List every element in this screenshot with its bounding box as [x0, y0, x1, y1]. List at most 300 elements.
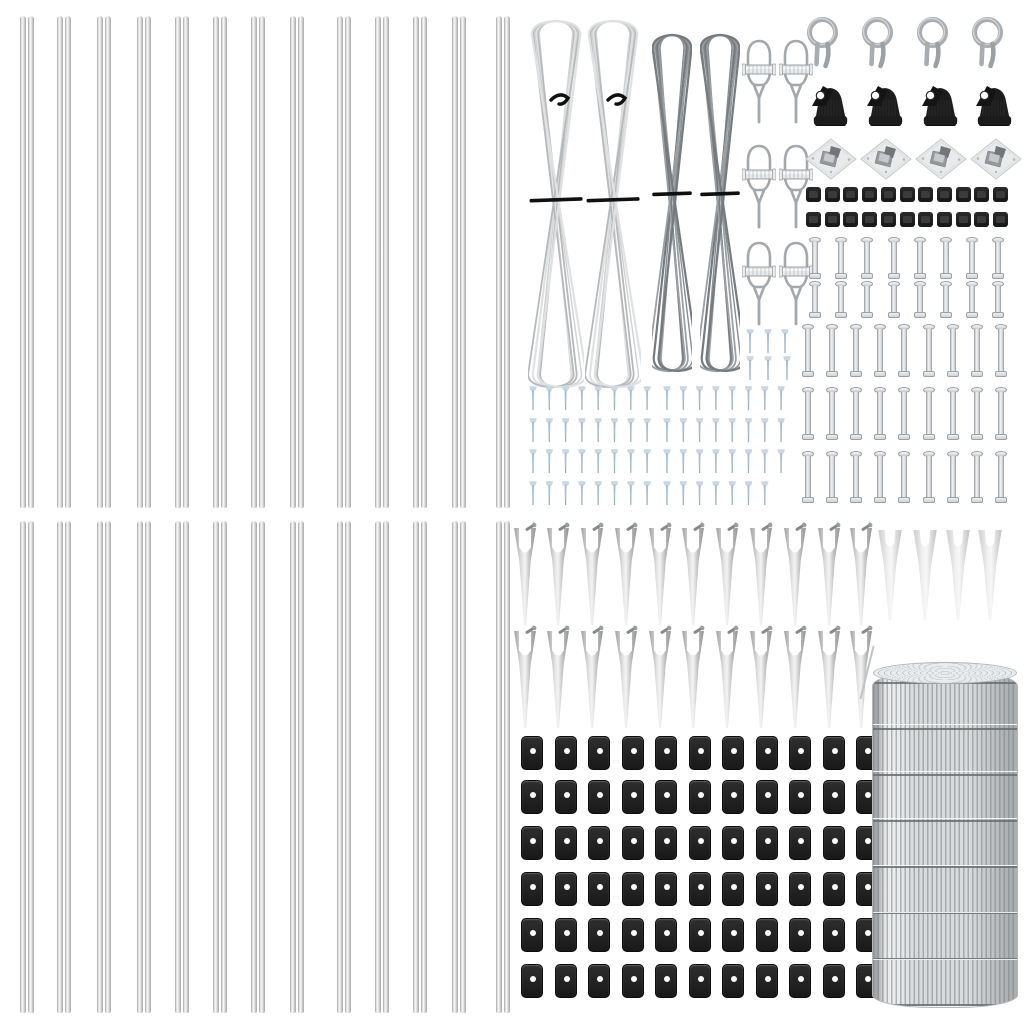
spike-screw: [558, 524, 568, 532]
post-pair: [496, 521, 510, 1013]
ground-spike: [782, 631, 808, 728]
square-cap-inner: [828, 191, 837, 198]
mesh-clip: [689, 964, 711, 998]
square-cap-inner: [996, 191, 1005, 198]
bolt-head: [835, 237, 847, 243]
post-pair: [213, 521, 227, 1013]
screw: [578, 449, 586, 473]
bolt-with-nut: [801, 451, 815, 503]
screw: [545, 449, 553, 473]
post-pair: [213, 16, 227, 508]
mesh-clip: [823, 826, 845, 860]
spike-screw: [693, 627, 703, 635]
black-square-cap: [937, 187, 952, 202]
spike-body: [848, 631, 874, 728]
spike-screw: [626, 627, 636, 635]
bolt-with-nut: [825, 451, 839, 503]
ground-spike-light: [877, 530, 903, 620]
black-square-cap: [956, 212, 971, 227]
bolt-with-nut: [946, 387, 960, 440]
spike-body: [714, 631, 740, 728]
clip-hole: [530, 884, 536, 890]
steel-post: [137, 16, 143, 508]
clip-hole: [631, 792, 637, 798]
hook-clip-art: [861, 15, 894, 77]
bolt-shaft: [974, 329, 980, 372]
bolt-shaft: [853, 329, 859, 372]
wire-tensioner-art: [779, 38, 813, 126]
steel-post: [97, 521, 103, 1013]
clip-hole: [731, 838, 737, 844]
mesh-clip: [622, 964, 644, 998]
base-plate-art: [859, 137, 913, 181]
mesh-clip: [555, 780, 577, 814]
bolt-head: [992, 237, 1004, 243]
mesh-clip: [588, 780, 610, 814]
bolt-shaft: [805, 392, 811, 435]
clip-hole: [597, 976, 603, 982]
clip-hole: [597, 748, 603, 754]
steel-post: [290, 16, 296, 508]
clip-hole: [698, 838, 704, 844]
clip-hole: [832, 792, 838, 798]
square-cap-inner: [921, 216, 930, 223]
square-cap-inner: [809, 216, 818, 223]
steel-post: [251, 16, 257, 508]
bolt-shaft: [853, 392, 859, 435]
screw: [745, 418, 753, 442]
steel-post: [57, 16, 63, 508]
steel-post: [259, 521, 265, 1013]
bolt-shaft: [864, 242, 870, 274]
square-cap-inner: [846, 216, 855, 223]
post-pair: [337, 16, 351, 508]
black-square-cap: [918, 212, 933, 227]
clip-hole: [597, 792, 603, 798]
clip-hole: [865, 976, 871, 982]
bolt-head: [802, 324, 814, 330]
steel-post: [345, 16, 351, 508]
bolt-with-nut: [873, 387, 887, 440]
mesh-clip: [756, 964, 778, 998]
clip-hole: [631, 838, 637, 844]
steel-post: [221, 16, 227, 508]
bolt-with-nut: [808, 237, 822, 279]
wire-tensioner-art: [779, 143, 813, 231]
bolt-nut: [888, 273, 900, 279]
spike-body: [748, 631, 774, 728]
wire-tensioner-art: [742, 143, 776, 231]
mesh-clip: [856, 780, 878, 814]
mesh-clip: [722, 964, 744, 998]
spike-screw: [727, 524, 737, 532]
bolt-shaft: [864, 286, 870, 313]
bolt-head: [971, 451, 983, 457]
bolt-with-nut: [991, 281, 1005, 318]
screw: [696, 449, 704, 473]
mesh-clip: [521, 736, 543, 770]
bolt-head: [966, 237, 978, 243]
mesh-clip: [622, 826, 644, 860]
post-pair: [413, 521, 427, 1013]
ground-spike: [714, 528, 740, 625]
spike-body: [545, 631, 571, 728]
spike-body: [977, 530, 1003, 620]
bolt-nut: [914, 273, 926, 279]
ground-spike: [613, 528, 639, 625]
steel-post: [213, 16, 219, 508]
steel-post: [145, 521, 151, 1013]
bolt-nut: [992, 273, 1004, 279]
spike-body: [647, 528, 673, 625]
mesh-clip: [823, 964, 845, 998]
black-square-cap: [806, 212, 821, 227]
screw: [728, 386, 736, 410]
bolt-with-nut: [873, 451, 887, 503]
mesh-clip: [856, 964, 878, 998]
post-pair: [290, 521, 304, 1013]
mesh-clip: [689, 918, 711, 952]
screw: [764, 356, 772, 380]
wire-mesh-roll: [872, 670, 1018, 1008]
bolt-head: [923, 324, 935, 330]
spike-body: [647, 631, 673, 728]
mesh-clip: [655, 918, 677, 952]
spike-screw: [861, 524, 871, 532]
steel-post: [213, 521, 219, 1013]
screw: [529, 449, 537, 473]
bolt-shaft: [805, 456, 811, 498]
bolt-nut: [835, 312, 847, 318]
bolt-shaft: [877, 392, 883, 435]
bolt-nut: [850, 497, 862, 503]
clip-hole: [832, 748, 838, 754]
bolt-head: [940, 237, 952, 243]
bolt-head: [802, 387, 814, 393]
steel-post: [259, 16, 265, 508]
bolt-head: [826, 451, 838, 457]
steel-post: [496, 16, 502, 508]
steel-post: [375, 521, 381, 1013]
bolt-shaft: [998, 456, 1004, 498]
clip-hole: [865, 930, 871, 936]
mesh-clip: [521, 964, 543, 998]
clip-hole: [564, 792, 570, 798]
mesh-clip: [588, 736, 610, 770]
post-pair: [452, 16, 466, 508]
mesh-clip: [588, 964, 610, 998]
post-pair: [137, 521, 151, 1013]
post-pair: [20, 16, 34, 508]
screw: [696, 481, 704, 505]
mesh-clip: [655, 964, 677, 998]
spike-body: [613, 528, 639, 625]
bolt-nut: [966, 273, 978, 279]
bolt-head: [861, 237, 873, 243]
base-plate: [914, 137, 968, 181]
screw: [712, 386, 720, 410]
bolt-nut: [898, 434, 910, 440]
bolt-head: [826, 387, 838, 393]
bolt-shaft: [943, 286, 949, 313]
bolt-head: [809, 281, 821, 287]
clip-hole: [832, 884, 838, 890]
mesh-clip: [823, 736, 845, 770]
clip-hole: [631, 976, 637, 982]
mesh-clip: [856, 872, 878, 906]
bolt-with-nut: [849, 451, 863, 503]
bolt-shaft: [829, 392, 835, 435]
bolt-nut: [861, 312, 873, 318]
screw: [627, 449, 635, 473]
steel-post: [28, 521, 34, 1013]
screw: [545, 386, 553, 410]
screw: [594, 481, 602, 505]
ground-spike-light: [945, 530, 971, 620]
ground-spike-light: [977, 530, 1003, 620]
square-cap-inner: [977, 191, 986, 198]
screw: [562, 386, 570, 410]
bolt-nut: [874, 434, 886, 440]
clip-hole: [564, 976, 570, 982]
bolt-with-nut: [897, 387, 911, 440]
black-square-cap: [956, 187, 971, 202]
screw: [712, 481, 720, 505]
clip-hole: [765, 884, 771, 890]
mesh-clip: [789, 780, 811, 814]
post-pair: [452, 521, 466, 1013]
bolt-with-nut: [922, 451, 936, 503]
clip-hole: [664, 792, 670, 798]
clip-hole: [865, 792, 871, 798]
square-cap-inner: [884, 216, 893, 223]
screw: [594, 449, 602, 473]
steel-post: [452, 521, 458, 1013]
mesh-clip: [856, 736, 878, 770]
mesh-clip: [588, 918, 610, 952]
bolt-head: [995, 451, 1007, 457]
screw: [746, 329, 754, 353]
steel-post: [504, 16, 510, 508]
clip-hole: [597, 930, 603, 936]
bolt-head: [898, 451, 910, 457]
mesh-clip: [789, 918, 811, 952]
mesh-clip: [789, 736, 811, 770]
screw: [562, 481, 570, 505]
bolt-with-nut: [849, 324, 863, 377]
base-plate: [969, 137, 1023, 181]
bolt-shaft: [917, 242, 923, 274]
hook-clip: [861, 15, 894, 77]
hook-clip: [971, 15, 1004, 77]
hook-clip-art: [916, 15, 949, 77]
ground-spike: [680, 631, 706, 728]
black-square-cap: [825, 187, 840, 202]
clip-hole: [530, 748, 536, 754]
steel-post: [337, 16, 343, 508]
post-pair: [97, 521, 111, 1013]
bolt-nut: [850, 371, 862, 377]
screw: [545, 481, 553, 505]
bolt-with-nut: [994, 324, 1008, 377]
bolt-shaft: [901, 329, 907, 372]
bolt-with-nut: [946, 451, 960, 503]
clip-hole: [698, 976, 704, 982]
bolt-shaft: [829, 329, 835, 372]
bolt-with-nut: [913, 237, 927, 279]
bolt-nut: [971, 434, 983, 440]
bolt-shaft: [891, 242, 897, 274]
bolt-nut: [992, 312, 1004, 318]
ground-spike: [848, 528, 874, 625]
tension-wire-coil-art: [585, 18, 641, 390]
post-pair: [496, 16, 510, 508]
screw: [696, 418, 704, 442]
bolt-nut: [898, 371, 910, 377]
steel-post: [145, 16, 151, 508]
ground-spike: [680, 528, 706, 625]
spike-screw: [693, 524, 703, 532]
steel-post: [175, 521, 181, 1013]
bolt-shaft: [805, 329, 811, 372]
post-pair: [375, 16, 389, 508]
spike-screw: [525, 627, 535, 635]
steel-post: [298, 521, 304, 1013]
ground-spike: [545, 631, 571, 728]
clip-hole: [765, 930, 771, 936]
clip-hole: [798, 930, 804, 936]
bolt-shaft: [969, 242, 975, 274]
screw: [643, 481, 651, 505]
spike-screw: [829, 627, 839, 635]
mesh-clip: [823, 918, 845, 952]
steel-post: [413, 16, 419, 508]
bolt-with-nut: [939, 237, 953, 279]
bolt-nut: [874, 371, 886, 377]
square-cap-inner: [903, 216, 912, 223]
mesh-clip: [722, 918, 744, 952]
square-cap-inner: [846, 191, 855, 198]
spike-body: [912, 530, 938, 620]
hook-clip-art: [971, 15, 1004, 77]
black-square-cap: [825, 212, 840, 227]
bolt-head: [992, 281, 1004, 287]
screw: [679, 481, 687, 505]
steel-post: [20, 16, 26, 508]
black-square-cap: [843, 187, 858, 202]
screw: [728, 449, 736, 473]
base-plate: [859, 137, 913, 181]
bolt-with-nut: [825, 387, 839, 440]
bolt-shaft: [926, 329, 932, 372]
post-pair: [375, 521, 389, 1013]
tension-wire-coil-art: [652, 32, 692, 374]
ground-spike: [714, 631, 740, 728]
bolt-head: [850, 324, 862, 330]
bolt-with-nut: [825, 324, 839, 377]
bolt-with-nut: [970, 387, 984, 440]
bolt-shaft: [877, 456, 883, 498]
screw: [578, 418, 586, 442]
square-cap-inner: [940, 191, 949, 198]
screw: [663, 418, 671, 442]
steel-post: [57, 521, 63, 1013]
clip-hole: [631, 930, 637, 936]
clip-hole: [664, 976, 670, 982]
bolt-shaft: [917, 286, 923, 313]
steel-post: [421, 521, 427, 1013]
bolt-head: [850, 387, 862, 393]
bolt-nut: [971, 497, 983, 503]
mesh-clip: [756, 872, 778, 906]
clip-hole: [530, 838, 536, 844]
screw: [627, 481, 635, 505]
bolt-nut: [923, 371, 935, 377]
screw: [594, 386, 602, 410]
black-square-cap: [937, 212, 952, 227]
screw: [679, 449, 687, 473]
bolt-with-nut: [991, 237, 1005, 279]
tension-wire-coil: [700, 32, 740, 374]
bolt-head: [947, 387, 959, 393]
bolt-shaft: [891, 286, 897, 313]
mesh-clip: [521, 780, 543, 814]
screw: [643, 386, 651, 410]
bolt-with-nut: [801, 387, 815, 440]
bolt-nut: [947, 497, 959, 503]
bolt-nut: [940, 273, 952, 279]
black-square-cap: [843, 212, 858, 227]
clip-hole: [664, 930, 670, 936]
bolt-with-nut: [970, 324, 984, 377]
screw: [529, 386, 537, 410]
square-cap-inner: [996, 216, 1005, 223]
spike-screw: [660, 524, 670, 532]
clip-hole: [765, 748, 771, 754]
mesh-clip: [722, 780, 744, 814]
steel-post: [105, 521, 111, 1013]
black-square-cap: [900, 187, 915, 202]
mesh-clip: [655, 826, 677, 860]
bolt-with-nut: [801, 324, 815, 377]
ground-spike: [512, 528, 538, 625]
bolt-nut: [809, 312, 821, 318]
ground-spike: [647, 528, 673, 625]
clip-hole: [731, 976, 737, 982]
bolt-shaft: [943, 242, 949, 274]
spike-screw: [761, 524, 771, 532]
spike-body: [545, 528, 571, 625]
square-cap-inner: [865, 216, 874, 223]
ground-spike: [613, 631, 639, 728]
black-square-cap: [993, 187, 1008, 202]
screw: [761, 418, 769, 442]
clip-hole: [765, 792, 771, 798]
mesh-clip: [655, 872, 677, 906]
post-pair: [175, 16, 189, 508]
spike-body: [748, 528, 774, 625]
wire-tensioner: [742, 38, 776, 126]
steel-post: [383, 16, 389, 508]
clip-hole: [530, 976, 536, 982]
bolt-with-nut: [922, 324, 936, 377]
bolt-with-nut: [860, 281, 874, 318]
black-post-cap: [917, 79, 961, 127]
bolt-with-nut: [970, 451, 984, 503]
screw: [712, 449, 720, 473]
mesh-clip: [555, 826, 577, 860]
bolt-nut: [995, 497, 1007, 503]
